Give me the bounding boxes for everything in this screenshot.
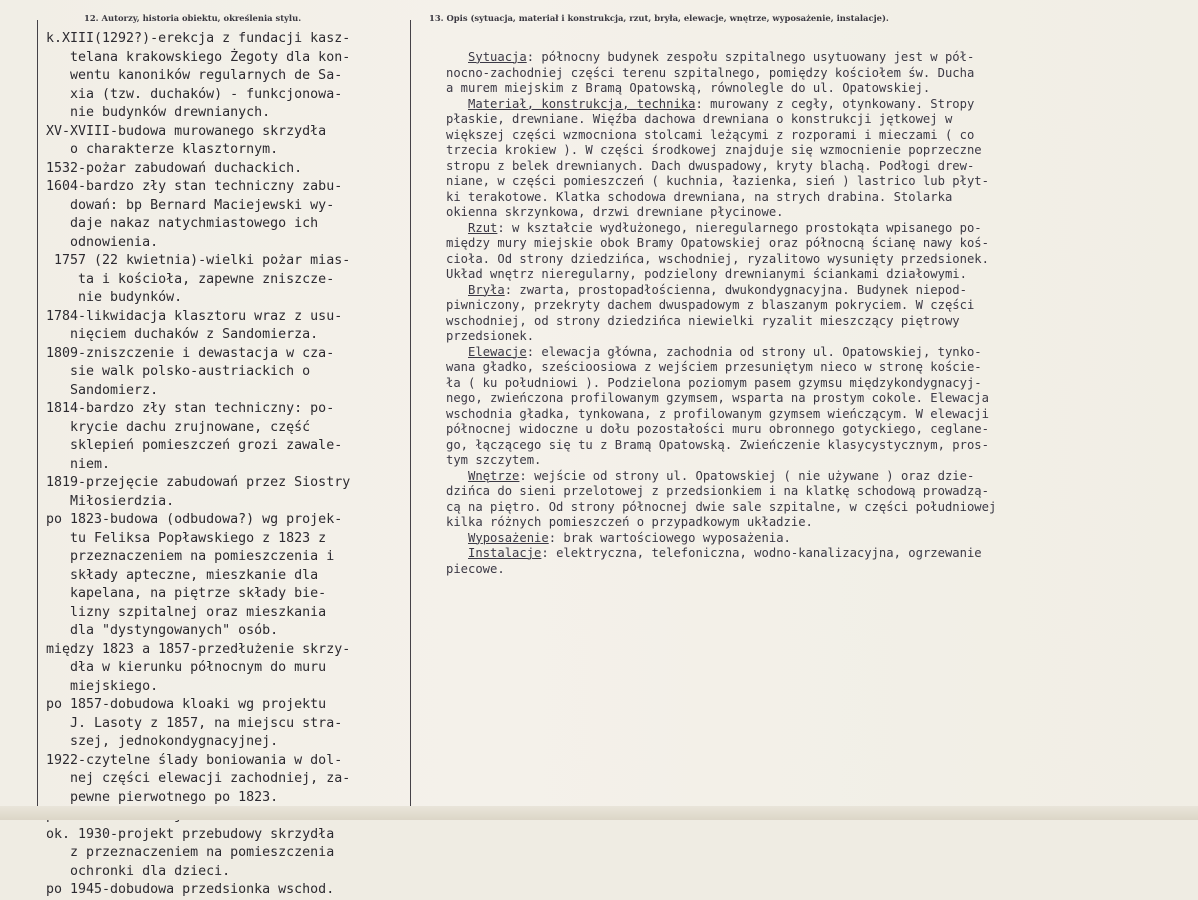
history-entry [46, 400, 434, 474]
history-line: XV-XVIII-budowa murowanego skrzydła [46, 123, 327, 139]
history-line: sie walk polsko-austriackich o [46, 364, 311, 379]
description-line: a murem miejskim z Bramą Opatowską, równolegle do ul. Opatowskiej. [446, 81, 931, 95]
history-line: 1784-likwidacja klasztoru wraz z usu- [46, 308, 343, 324]
history-line: po 1945-dobudowa przedsionka wschod. [46, 882, 335, 897]
history-line: dowań: bp Bernard Maciejewski wy- [46, 197, 335, 213]
history-line: k.XIII(1292?)-erekcja z fundacji kasz- [46, 31, 351, 46]
description-paragraph [446, 50, 1181, 97]
description-line: stropu z belek drewnianych. Dach dwuspadowy, kryty blachą. Podłogi drew- [446, 158, 975, 173]
description-paragraph [446, 283, 1181, 345]
description-line: niane, w części pomieszczeń ( kuchnia, łazienka, sień ) lastrico lub płyt- [446, 174, 989, 188]
section-text: : elektryczna, telefoniczna, wodno-kanalizacyjna, ogrzewanie [541, 546, 982, 560]
section-text: : wejście od strony ul. Opatowskiej ( nie używane ) oraz dzie- [519, 468, 975, 483]
history-line: 1809-zniszczenie i dewastacja w cza- [46, 345, 335, 361]
description-paragraph [446, 345, 1181, 469]
history-line: 1757 (22 kwietnia)-wielki pożar mias- [46, 253, 351, 268]
description-line [446, 221, 1181, 237]
description-line: ła ( ku południowi ). Podzielona poziomym pasem gzymsu międzykondygnacyj- [446, 375, 982, 390]
history-line: po 1823-budowa (odbudowa?) wg projek- [46, 512, 343, 527]
section-13-header: 13. Opis (sytuacja, materiał i konstrukcja, rzut, bryła, elewacje, wnętrze, wyposażenie, instalacje). [429, 13, 889, 23]
section-text: : elewacja główna, zachodnia od strony ul. Opatowskiej, tynko- [526, 344, 982, 359]
description-line: większej części wzmocniona stolcami leżącymi z rozporami i mieczami ( co [446, 127, 975, 142]
history-line: tu Feliksa Popławskiego z 1823 z [46, 530, 327, 546]
history-entry [46, 308, 434, 345]
history-entry [46, 474, 434, 511]
history-entry [46, 881, 434, 900]
description-line: wschodniej, od strony dziedzińca niewielki ryzalit mieszczący piętrowy [446, 313, 960, 328]
history-entry [46, 160, 434, 179]
section-text: : brak wartościowego wyposażenia. [548, 530, 791, 545]
description-line: wschodnia gładka, tynkowana, z profilowanym gzymsem wieńczącym. W elewacji [446, 406, 989, 421]
history-line: z przeznaczeniem na pomieszczenia [46, 845, 335, 860]
history-line: nej części elewacji zachodniej, za- [46, 771, 351, 786]
history-line: ochronki dla dzieci. [46, 863, 231, 879]
history-line: nie budynków. [46, 290, 183, 305]
section-label: Wyposażenie [468, 530, 549, 545]
description-line: Układ wnętrz nieregularny, podzielony drewnianymi ściankami działowymi. [446, 267, 967, 281]
history-line: odnowienia. [46, 234, 159, 250]
history-line: składy apteczne, mieszkanie dla [46, 567, 319, 583]
history-entry [46, 511, 434, 641]
description-line: ki terakotowe. Klatka schodowa drewniana, na strych drabina. Stolarka [446, 189, 953, 204]
history-line: miejskiego. [46, 678, 159, 694]
history-line: xia (tzw. duchaków) - funkcjonowa- [46, 86, 343, 102]
history-line: 1819-przejęcie zabudowań przez Siostry [46, 475, 351, 490]
history-line: nięciem duchaków z Sandomierza. [46, 327, 319, 342]
history-line: J. Lasoty z 1857, na miejscu stra- [46, 715, 343, 731]
history-line: krycie dachu zrujnowane, część [46, 419, 311, 435]
description-line: piwniczony, przekryty dachem dwuspadowym z blaszanym pokryciem. W części [446, 298, 975, 312]
description-paragraph [446, 531, 1181, 547]
history-entry [46, 178, 434, 252]
history-entry [46, 30, 434, 123]
history-line: 1922-czytelne ślady boniowania w dol- [46, 752, 343, 768]
history-line: szej, jednokondygnacyjnej. [46, 734, 279, 749]
history-entry [46, 345, 434, 401]
history-line: Miłosierdzia. [46, 493, 175, 509]
description-line: nocno-zachodniej części terenu szpitalnego, pomiędzy kościołem św. Ducha [446, 65, 975, 80]
description-paragraph [446, 469, 1181, 531]
description-paragraph [446, 97, 1181, 221]
section-label: Elewacje [468, 344, 527, 359]
history-entry [46, 641, 434, 697]
history-entry [46, 826, 434, 882]
section-label: Materiał, konstrukcja, technika [468, 96, 696, 111]
description-line [446, 469, 1181, 485]
history-line: 1604-bardzo zły stan techniczny zabu- [46, 179, 343, 194]
section-label: Sytuacja [468, 50, 527, 64]
section-text: : w kształcie wydłużonego, nieregularnego prostokąta wpisanego po- [497, 220, 982, 235]
description-paragraph [446, 221, 1181, 283]
history-line: dla "dystyngowanych" osób. [46, 623, 279, 638]
history-line: 1814-bardzo zły stan techniczny: po- [46, 401, 335, 416]
description-line: trzecia krokiew ). W części środkowej znajduje się wzmocnienie poprzeczne [446, 143, 982, 157]
description-line [446, 531, 1181, 547]
history-line: dła w kierunku północnym do muru [46, 660, 327, 675]
history-line: lizny szpitalnej oraz mieszkania [46, 604, 327, 620]
history-line: pewne pierwotnego po 1823. [46, 789, 279, 805]
section-text: : zwarta, prostopadłościenna, dwukondygnacyjna. Budynek niepod- [504, 282, 967, 297]
description-line: cą na piętro. Od strony północnej dwie sale szpitalne, w części południowej [446, 499, 997, 514]
history-entry [46, 252, 434, 308]
history-entry [46, 123, 434, 160]
history-line: 1532-pożar zabudowań duchackich. [46, 160, 303, 176]
description-line: tym szczytem. [446, 453, 542, 467]
history-line: między 1823 a 1857-przedłużenie skrzy- [46, 641, 351, 657]
history-line: niem. [46, 456, 111, 472]
history-column [46, 30, 434, 900]
description-line: przedsionek. [446, 329, 535, 343]
description-line: między mury miejskie obok Bramy Opatowskiej oraz północną ścianę nawy koś- [446, 236, 989, 250]
description-line [446, 345, 1181, 361]
description-line: kilka różnych pomieszczeń o przypadkowym układzie. [446, 515, 813, 529]
history-line: nie budynków drewnianych. [46, 105, 271, 120]
section-label: Bryła [468, 282, 505, 297]
description-line: północnej widoczne u dołu pozostałości muru obronnego gotyckiego, ceglane- [446, 422, 989, 436]
description-paragraph [446, 546, 1181, 577]
description-line: piecowe. [446, 561, 505, 576]
description-column [446, 50, 1181, 577]
description-line: dzińca do sieni przelotowej z przedsionkiem i na klatkę schodową prowadzą- [446, 484, 989, 498]
page-bottom-edge [0, 806, 1198, 820]
history-line: daje nakaz natychmiastowego ich [46, 216, 319, 231]
description-line [446, 283, 1181, 299]
history-line: o charakterze klasztornym. [46, 142, 279, 157]
description-line: wana gładko, sześcioosiowa z wejściem przesuniętym nieco w stronę koście- [446, 360, 982, 374]
section-label: Rzut [468, 220, 498, 235]
section-text: : murowany z cegły, otynkowany. Stropy [695, 96, 975, 111]
history-line: telana krakowskiego Żegoty dla kon- [46, 49, 351, 65]
history-line: ta i kościoła, zapewne zniszcze- [46, 271, 335, 287]
left-margin-rule [37, 20, 38, 820]
section-text: : północny budynek zespołu szpitalnego usytuowany jest w pół- [526, 50, 975, 64]
history-entry [46, 752, 434, 808]
description-line [446, 50, 1181, 66]
description-line [446, 546, 1181, 562]
section-label: Instalacje [468, 546, 542, 560]
history-line: kapelana, na piętrze składy bie- [46, 586, 327, 601]
description-line [446, 97, 1181, 113]
history-line: sklepień pomieszczeń grozi zawale- [46, 438, 343, 453]
history-line: ok. 1930-projekt przebudowy skrzydła [46, 826, 335, 842]
description-line: okienna skrzynkowa, drzwi drewniane płycinowe. [446, 205, 784, 219]
description-line: go, łączącego się tu z Bramą Opatowską. Zwieńczenie klasycystycznym, pros- [446, 437, 989, 452]
description-line: nego, zwieńczona profilowanym gzymsem, wsparta na prostym cokole. Elewacja [446, 391, 989, 405]
history-line: przeznaczeniem na pomieszczenia i [46, 549, 335, 564]
history-entry [46, 696, 434, 752]
description-line: płaskie, drewniane. Więźba dachowa drewniana o konstrukcji jętkowej w [446, 112, 953, 126]
description-line: cioła. Od strony dziedzińca, wschodniej, ryzalitowo wysunięty przedsionek. [446, 251, 989, 266]
history-line: wentu kanoników regularnych de Sa- [46, 68, 343, 83]
history-line: po 1857-dobudowa kloaki wg projektu [46, 697, 327, 712]
history-line: Sandomierz. [46, 382, 159, 398]
section-12-header: 12. Autorzy, historia obiektu, określenia stylu. [84, 13, 302, 23]
section-label: Wnętrze [468, 468, 520, 483]
